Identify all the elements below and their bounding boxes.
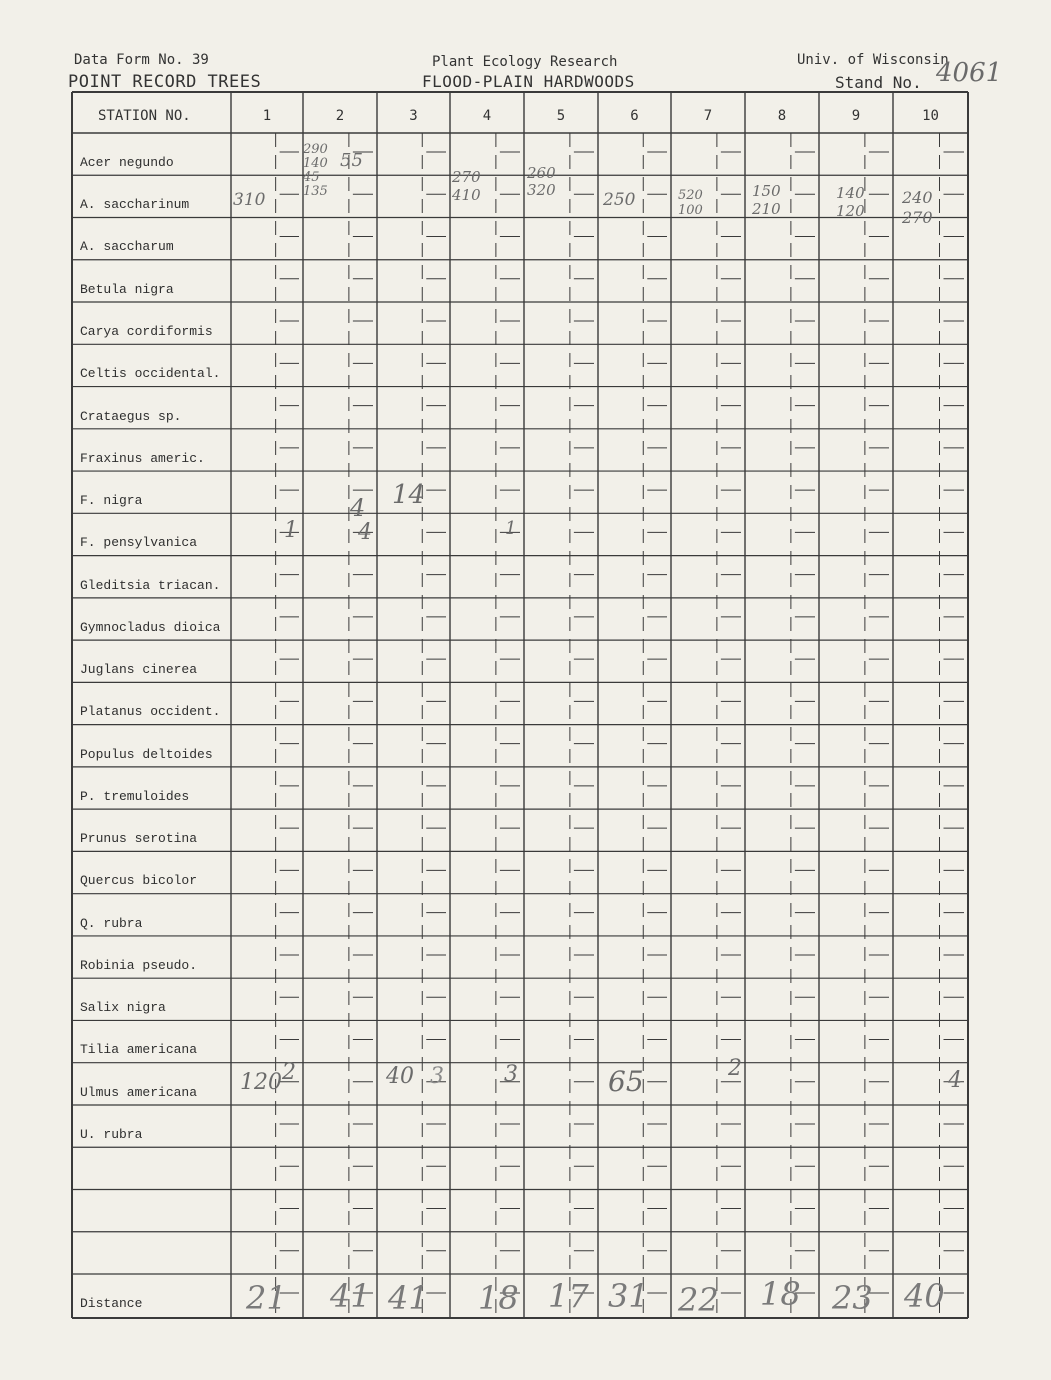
distance-station-8: 18: [760, 1275, 801, 1313]
f-pensylvanica-station-2: 4: [358, 520, 372, 545]
species-label: U. rubra: [80, 1126, 143, 1142]
ulmus-station-6: 65: [608, 1065, 644, 1098]
form-number: Data Form No. 39: [74, 52, 209, 68]
saccharinum-station-1: 310: [233, 190, 266, 210]
ulmus-station-7-count: 2: [728, 1056, 742, 1081]
station-number: 1: [262, 108, 272, 124]
ulmus-station-3-count: 3: [430, 1064, 444, 1089]
species-label: Salix nigra: [80, 1000, 166, 1016]
species-label: Populus deltoides: [80, 746, 213, 762]
species-label: Platanus occident.: [80, 704, 221, 720]
station-number: 9: [851, 108, 861, 124]
stand-number-handwritten: 4061: [936, 58, 1003, 88]
station-number: 10: [922, 108, 939, 124]
distance-station-2: 41: [330, 1277, 371, 1315]
species-label: Acer negundo: [80, 154, 174, 170]
ulmus-station-1-count: 2: [282, 1060, 296, 1085]
saccharinum-station-9: 140 120: [836, 184, 865, 220]
organization: Plant Ecology Research: [432, 54, 618, 70]
f-pensylvanica-station-4: 1: [505, 518, 517, 539]
station-no-label: STATION NO.: [98, 108, 191, 124]
f-pensylvanica-station-1: 1: [284, 518, 298, 543]
species-label: Juglans cinerea: [80, 662, 198, 678]
species-label: Distance: [80, 1295, 143, 1311]
species-label: Prunus serotina: [80, 831, 198, 847]
station-number: 5: [556, 108, 566, 124]
distance-station-3: 41: [388, 1279, 429, 1317]
f-nigra-station-2: 4: [350, 494, 366, 522]
acer-negundo-station-2: 55: [340, 150, 363, 171]
ulmus-station-10-count: 4: [948, 1068, 962, 1093]
ulmus-station-3: 40: [386, 1064, 414, 1089]
station-number: 7: [703, 108, 713, 124]
species-label: Ulmus americana: [80, 1084, 198, 1100]
ulmus-station-4-count: 3: [504, 1062, 518, 1087]
station-number: 6: [630, 108, 639, 124]
station-number: 8: [777, 108, 787, 124]
species-label: Crataegus sp.: [80, 408, 182, 424]
distance-station-10: 40: [904, 1277, 945, 1315]
saccharinum-station-8: 150 210: [752, 182, 781, 218]
species-label: Celtis occidental.: [80, 366, 221, 382]
distance-station-1: 21: [246, 1279, 287, 1317]
species-label: A. saccharum: [80, 239, 174, 255]
species-label: Betula nigra: [80, 281, 174, 297]
species-label: Quercus bicolor: [80, 873, 198, 889]
distance-station-9: 23: [832, 1279, 873, 1317]
form-title: POINT RECORD TREES: [68, 72, 262, 92]
species-label: Gymnocladus dioica: [80, 619, 221, 635]
station-number: 4: [482, 108, 492, 124]
species-label: A. saccharinum: [80, 197, 190, 213]
saccharinum-station-6: 250: [603, 190, 636, 210]
species-label: Tilia americana: [80, 1042, 198, 1058]
stand-label: Stand No.: [835, 73, 922, 92]
species-label: F. nigra: [80, 493, 143, 509]
species-label: Gleditsia triacan.: [80, 577, 221, 593]
saccharinum-station-2: 290 140 45 135: [303, 142, 328, 199]
distance-station-6: 31: [608, 1277, 649, 1315]
distance-station-7: 22: [678, 1281, 719, 1319]
distance-station-5: 17: [548, 1277, 589, 1315]
saccharinum-station-5: 260 320: [527, 164, 556, 199]
form-subject: FLOOD-PLAIN HARDWOODS: [422, 72, 635, 91]
saccharinum-station-10: 240 270: [902, 188, 933, 227]
f-nigra-station-3: 14: [392, 480, 426, 510]
species-label: Carya cordiformis: [80, 324, 213, 339]
saccharinum-station-7: 520 100: [678, 188, 703, 218]
species-label: Robinia pseudo.: [80, 957, 198, 973]
species-label: P. tremuloides: [80, 788, 190, 804]
station-number: 2: [335, 108, 345, 124]
saccharinum-station-4: 270 410: [452, 168, 481, 204]
ulmus-station-1: 120: [240, 1070, 282, 1095]
university: Univ. of Wisconsin: [797, 52, 949, 68]
species-label: Fraxinus americ.: [80, 450, 205, 466]
station-number: 3: [409, 108, 418, 124]
distance-station-4: 18: [478, 1279, 519, 1317]
species-label: F. pensylvanica: [80, 535, 198, 551]
species-label: Q. rubra: [80, 915, 143, 931]
